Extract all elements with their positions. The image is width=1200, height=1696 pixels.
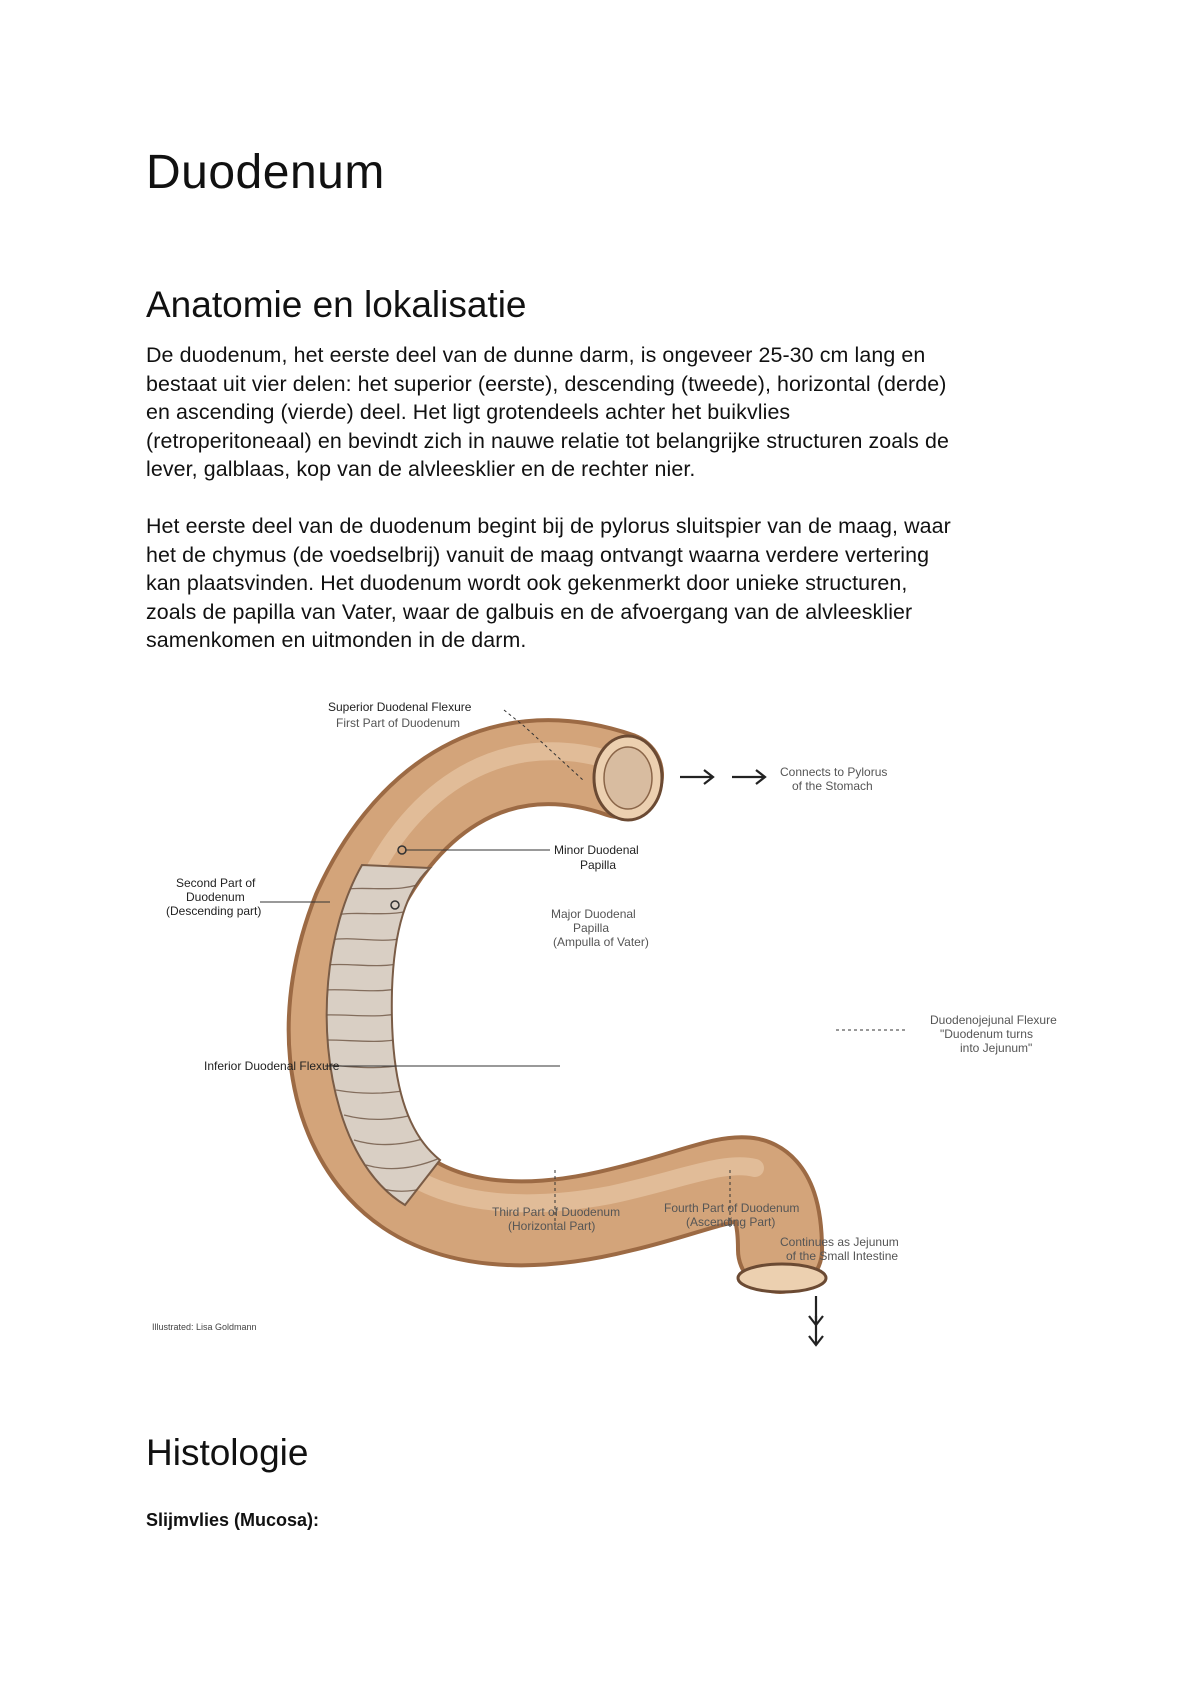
label-third-part-2: (Horizontal Part) <box>508 1219 596 1233</box>
label-pylorus-1: Connects to Pylorus <box>780 765 888 779</box>
label-continues-2: of the Small Intestine <box>786 1249 899 1263</box>
arrow-to-pylorus <box>680 770 765 784</box>
text-line: samenkomen en uitmonden in de darm. <box>146 628 527 652</box>
paragraph-anatomie-1 <box>146 341 1066 484</box>
text-line: Het eerste deel van de duodenum begint bij de pylorus sluitspier van de maag, waar <box>146 514 951 538</box>
text-line: lever, galblaas, kop van de alvleesklier en de rechter nier. <box>146 457 696 481</box>
label-second-part-1: Second Part of <box>176 876 256 890</box>
label-second-part-3: (Descending part) <box>166 904 262 918</box>
proximal-lumen <box>604 747 652 809</box>
text-line: en ascending (vierde) deel. Het ligt grotendeels achter het buikvlies <box>146 400 791 424</box>
label-fourth-part-2: (Ascending Part) <box>686 1215 776 1229</box>
label-djf-2: "Duodenum turns <box>940 1027 1033 1041</box>
text-line: zoals de papilla van Vater, waar de galbuis en de afvoergang van de alvleesklier <box>146 599 913 624</box>
label-minor-papilla-1: Minor Duodenal <box>554 843 639 857</box>
label-fourth-part-1: Fourth Part of Duodenum <box>664 1201 800 1215</box>
duodenum-illustration <box>140 690 1100 1350</box>
text-line: bestaat uit vier delen: het superior (eerste), descending (tweede), horizontal (derde) <box>146 371 947 396</box>
label-second-part-2: Duodenum <box>186 890 245 904</box>
label-pylorus-2: of the Stomach <box>792 779 873 793</box>
label-major-papilla-2: Papilla <box>573 921 610 935</box>
label-djf-1: Duodenojejunal Flexure <box>930 1013 1057 1027</box>
subheading-mucosa: Slijmvlies (Mucosa): <box>146 1510 320 1530</box>
arrow-to-jejunum <box>809 1296 823 1345</box>
illustration-credit: Illustrated: Lisa Goldmann <box>152 1322 257 1332</box>
label-major-papilla-3: (Ampulla of Vater) <box>553 935 649 949</box>
text-line: (retroperitoneaal) en bevindt zich in nauwe relatie tot belangrijke structuren zoals de <box>146 428 949 453</box>
section-heading-anatomie: Anatomie en lokalisatie <box>146 284 527 325</box>
label-continues-1: Continues as Jejunum <box>780 1235 899 1249</box>
label-djf-3: into Jejunum" <box>960 1041 1033 1055</box>
distal-opening <box>738 1264 826 1292</box>
label-major-papilla-1: Major Duodenal <box>551 907 636 921</box>
text-line: De duodenum, het eerste deel van de dunne darm, is ongeveer 25-30 cm lang en <box>146 343 926 367</box>
page-title: Duodenum <box>146 146 385 199</box>
label-inferior-flexure: Inferior Duodenal Flexure <box>204 1059 340 1073</box>
label-minor-papilla-2: Papilla <box>580 858 617 872</box>
label-first-part: First Part of Duodenum <box>336 716 461 730</box>
text-line: het de chymus (de voedselbrij) vanuit de maag ontvangt waarna verdere vertering <box>146 542 930 567</box>
label-superior-flexure: Superior Duodenal Flexure <box>328 700 472 714</box>
section-heading-histologie: Histologie <box>146 1432 309 1473</box>
label-third-part-1: Third Part of Duodenum <box>492 1205 621 1219</box>
paragraph-anatomie-2 <box>146 512 1066 655</box>
text-line: kan plaatsvinden. Het duodenum wordt ook gekenmerkt door unieke structuren, <box>146 571 908 595</box>
